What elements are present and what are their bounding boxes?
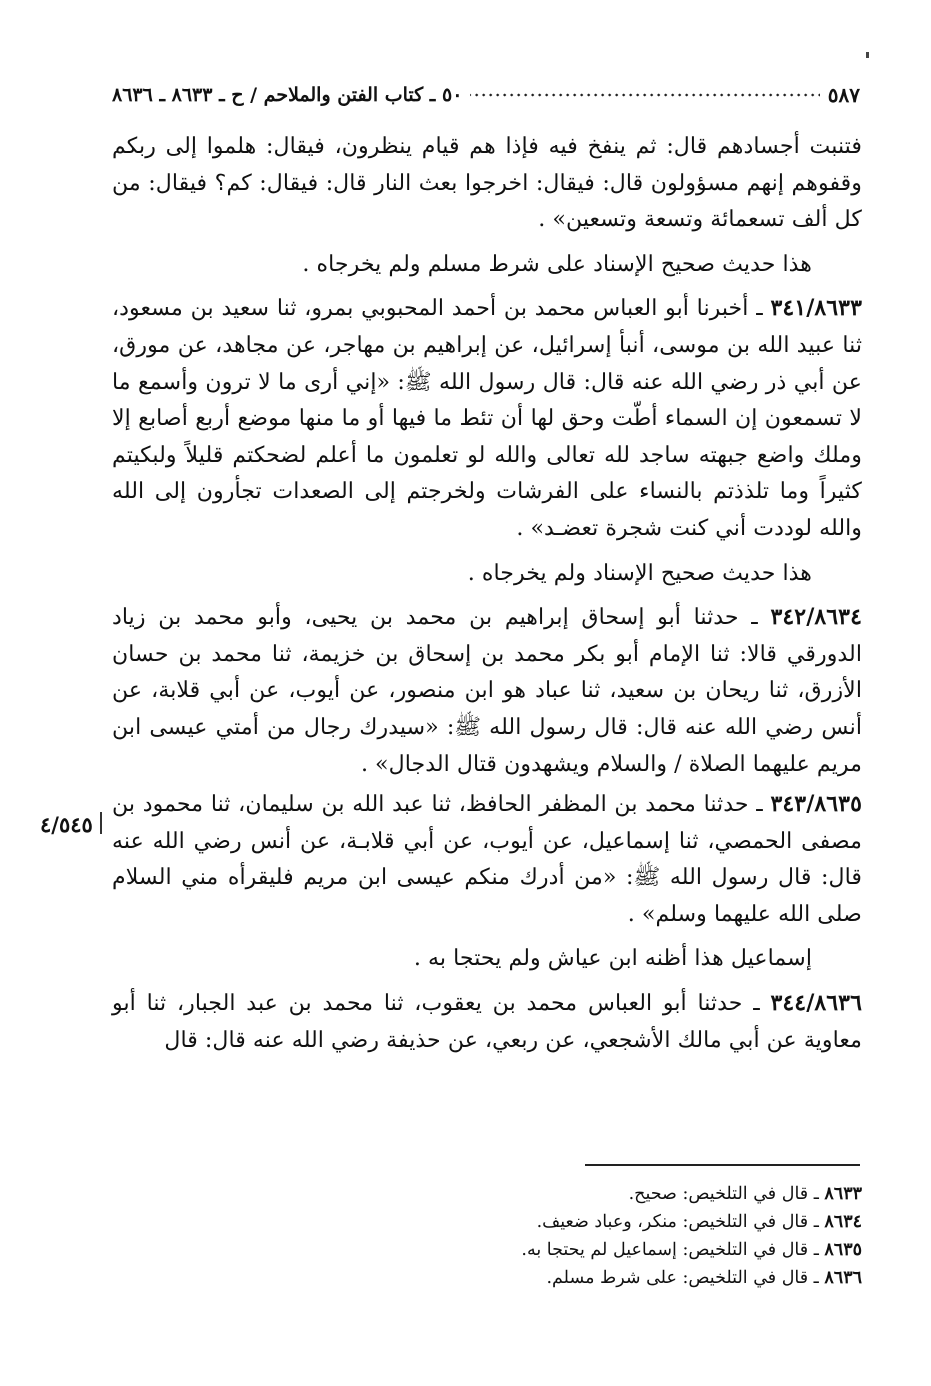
page-number: ٥٨٧	[827, 83, 860, 107]
footnote-separator	[585, 1164, 860, 1166]
paragraph-text: ـ حدثنا أبو إسحاق إبراهيم بن محمد بن يحيى، وأبو محمد بن زياد الدورقي قالا: ثنا الإمام أبو بكر محمد بن إسحاق بن خزيمة، ثنا محمد بن حسان الأزرق، ثنا ريحان بن سعيد، ثنا عباد هو ابن منصور، عن أيوب، عن أبي قلابة، عن أنس رضي الله عنه قال: قال رسول الله ﷺ: «سيدرك رجال من أمتي عيسى ابن مريم عليهما الصلاة / والسلام ويشهدون قتال الدجال» .	[112, 604, 862, 777]
paragraph-comment	[112, 555, 862, 592]
footnote	[112, 1236, 862, 1264]
footnote-text: ـ قال في التلخيص: إسماعيل لم يحتجا به.	[521, 1240, 825, 1260]
footnote-number: ٨٦٣٥	[824, 1240, 862, 1260]
margin-reference: ٤/٥٤٥	[40, 812, 93, 837]
header-leader-dots	[470, 93, 819, 97]
footnote-number: ٨٦٣٣	[824, 1184, 862, 1204]
paragraph-text: هذا حديث صحيح الإسناد على شرط مسلم ولم يخرجاه .	[302, 250, 812, 277]
hadith-number: ٣٤٢/٨٦٣٤	[770, 604, 862, 631]
paragraph-text: فتنبت أجسادهم قال: ثم ينفخ فيه فإذا هم قيام ينظرون، فيقال: هلموا إلى ربكم وقفوهم إنهم مسؤولون قال: فيقال: اخرجوا بعث النار قال: فيقال: كم؟ فيقال: من كل ألف تسعمائة وتسعة وتسعين» .	[112, 133, 862, 233]
paragraph-hadith-8634	[112, 599, 862, 782]
paragraph-continuation	[112, 128, 862, 238]
paragraph-comment	[112, 940, 862, 977]
paragraph-text: ـ حدثنا أبو العباس محمد بن يعقوب، ثنا محمد بن عبد الجبار، ثنا أبو معاوية عن أبي مالك الأشجعي، عن ربعي، عن حذيفة رضي الله عنه قال: قال	[112, 990, 862, 1053]
paragraph-hadith-8633	[112, 290, 862, 546]
hadith-number: ٣٤١/٨٦٣٣	[770, 295, 862, 322]
footnotes	[112, 1180, 862, 1292]
paragraph-text: إسماعيل هذا أظنه ابن عياش ولم يحتجا به .	[413, 945, 812, 972]
footnote-text: ـ قال في التلخيص: منكر، وعباد ضعيف.	[536, 1212, 825, 1232]
footnote-number: ٨٦٣٦	[824, 1268, 862, 1288]
running-header	[112, 78, 860, 112]
paragraph-text: هذا حديث صحيح الإسناد ولم يخرجاه .	[467, 559, 812, 586]
footnote	[112, 1264, 862, 1292]
header-title: ٥٠ ـ كتاب الفتن والملاحم / ح ـ ٨٦٣٣ ـ ٨٦٣٦	[112, 84, 463, 106]
main-text	[112, 128, 862, 1058]
paragraph-hadith-8636	[112, 985, 862, 1058]
footnote-number: ٨٦٣٤	[824, 1212, 862, 1232]
footnote	[112, 1180, 862, 1208]
paragraph-text: ـ أخبرنا أبو العباس محمد بن أحمد المحبوبي بمرو، ثنا سعيد بن مسعود، ثنا عبيد الله بن موسى، أنبأ إسرائيل، عن إبراهيم بن مهاجر، عن مجاهد، عن مورق، عن أبي ذر رضي الله عنه قال: قال رسول الله ﷺ: «إني أرى ما لا ترون وأسمع ما لا تسمعون إن السماء أطّت وحق لها أن تئط ما فيها أو ما منها موضع أربع أصابع إلا وملك واضع جبهته ساجد لله تعالى والله لو تعلمون ما أعلم لضحكتم قليلاً ولبكيتم كثيراً وما تلذذتم بالنساء على الفرشات ولخرجتم إلى الصعدات تجأرون إلى الله والله لوددت أني كنت شجرة تعضـد» .	[112, 295, 862, 541]
hadith-number: ٣٤٤/٨٦٣٦	[770, 990, 862, 1017]
paragraph-comment	[112, 246, 862, 283]
paragraph-text: ـ حدثنا محمد بن المظفر الحافظ، ثنا عبد الله بن سليمان، ثنا محمود بن مصفى الحمصي، ثنا إسماعيل، عن أيوب، عن أبي قلابـة، عن أنس رضي الله عنه قال: قال رسول الله ﷺ: «من أدرك منكم عيسى ابن مريم فليقرأه مني السلام صلى الله عليهما وسلم» .	[112, 791, 862, 927]
paragraph-hadith-8635	[112, 786, 862, 932]
footnote	[112, 1208, 862, 1236]
footnote-text: ـ قال في التلخيص: على شرط مسلم.	[546, 1268, 825, 1288]
scan-mark	[866, 52, 869, 58]
footnote-text: ـ قال في التلخيص: صحيح.	[628, 1184, 825, 1204]
margin-tick	[100, 812, 102, 834]
hadith-number: ٣٤٣/٨٦٣٥	[770, 791, 862, 818]
